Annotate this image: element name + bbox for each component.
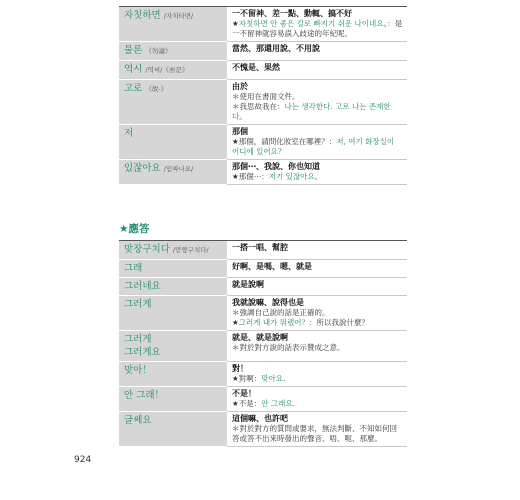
term-text: 그러게 그러게요: [124, 334, 161, 358]
note-mark: ★: [232, 318, 239, 327]
vocab-row: [119, 296, 407, 331]
meaning-cell: [227, 160, 407, 185]
note-korean: 자칫하면 안 좋은 길로 빠지기 쉬운 나이네요: [238, 19, 384, 28]
meaning-gloss: 就是說啊: [232, 280, 264, 289]
meaning-gloss: 好啊、是嗎、嗯、就是: [232, 262, 312, 271]
note-mark: ★: [232, 137, 239, 146]
note-text: 我思故我在：: [239, 102, 285, 111]
term-text: 그러게: [124, 299, 152, 310]
usage-note: [232, 308, 403, 318]
vocab-table-1: [119, 6, 407, 185]
meaning-gloss: 一搭一唱、幫腔: [232, 243, 288, 252]
note-text: 對啊：: [238, 374, 262, 383]
usage-note: [232, 343, 403, 353]
vocab-row: [119, 125, 407, 160]
note-mark: ＊: [232, 308, 240, 317]
vocab-row: [119, 7, 407, 42]
meaning-gloss: 這個嘛、也許吧: [232, 414, 288, 423]
vocab-row: [119, 331, 407, 362]
note-korean: 나는 생각한다. 고로 나는 존재한다: [232, 102, 391, 121]
term-reading: /맏짱구치다/: [172, 246, 209, 254]
section-heading: ★應答: [119, 223, 150, 235]
term-cell: [119, 260, 227, 278]
term-text: 맞아！: [124, 365, 152, 376]
term-cell: [119, 296, 227, 331]
term-text: 안 그래！: [124, 390, 165, 401]
note-korean: 그러게 내가 뭐랬어？: [238, 318, 309, 327]
usage-note: [232, 92, 403, 102]
usage-note: [232, 102, 403, 122]
term-cell: [119, 80, 227, 125]
term-reading: /읻짜나요/: [163, 165, 194, 173]
meaning-cell: [227, 125, 407, 160]
vocab-row: [119, 61, 407, 80]
meaning-gloss: 就是、就是說啊: [232, 333, 288, 342]
term-cell: [119, 125, 227, 160]
term-text: 글쎄요: [124, 415, 152, 426]
usage-note: [232, 399, 403, 409]
meaning-gloss: 我就說嘛、說得也是: [232, 298, 304, 307]
meaning-gloss: 當然、那還用說、不用說: [232, 44, 320, 53]
vocab-row: [119, 42, 407, 61]
meaning-gloss: 由於: [232, 82, 248, 91]
meaning-cell: [227, 260, 407, 278]
page-number: 924: [74, 455, 92, 465]
usage-note: [232, 424, 403, 444]
note-korean: 저기 있잖아요。: [268, 172, 323, 181]
term-text: 그러네요: [124, 281, 161, 292]
note-mark: ＊: [232, 343, 240, 352]
meaning-cell: [227, 42, 407, 61]
meaning-cell: [227, 412, 407, 447]
note-translation: ：所以我說什麼？: [308, 318, 369, 327]
term-cell: [119, 160, 227, 185]
vocab-table-2: [119, 240, 407, 447]
meaning-gloss: 對！: [232, 364, 248, 373]
meaning-gloss: 不愧是、果然: [232, 63, 280, 72]
term-cell: [119, 331, 227, 362]
term-cell: [119, 278, 227, 296]
meaning-cell: [227, 80, 407, 125]
usage-note: [232, 318, 403, 328]
note-text: 對於對方的質問或要求，無法判斷、不知如何回答或答不出來時發出的聲音、唔、呃、那麼。: [232, 424, 397, 443]
note-translation: 。: [239, 112, 247, 121]
meaning-cell: [227, 278, 407, 296]
term-text: 저: [124, 128, 134, 139]
term-reading: /자치타면/: [163, 12, 194, 20]
note-mark: ★: [232, 374, 239, 383]
note-translation: 。：是一不留神就容易誤入歧途的年紀呢。: [232, 19, 403, 38]
vocab-row: [119, 412, 407, 447]
term-cell: [119, 412, 227, 447]
term-reading: 《勿論》: [145, 47, 172, 55]
vocab-row: [119, 278, 407, 296]
term-cell: [119, 387, 227, 412]
meaning-cell: [227, 7, 407, 42]
usage-note: [232, 374, 403, 384]
note-mark: ＊: [232, 92, 240, 101]
note-mark: ★: [232, 399, 239, 408]
note-korean: 맞아요.: [261, 374, 286, 383]
term-cell: [119, 42, 227, 61]
vocab-row: [119, 362, 407, 387]
note-mark: ★: [232, 19, 239, 28]
note-mark: ＊: [232, 102, 240, 111]
term-text: 물론: [124, 45, 143, 56]
note-text: 那個⋯：: [238, 172, 269, 181]
term-cell: [119, 61, 227, 80]
note-korean: 저, 여기 화장실이 어디에 있어요？: [232, 137, 395, 156]
usage-note: [232, 19, 403, 39]
vocab-row: [119, 160, 407, 185]
term-text: 맞장구치다: [124, 244, 170, 255]
usage-note: [232, 137, 403, 157]
meaning-cell: [227, 362, 407, 387]
note-korean: 안 그래요.: [261, 399, 295, 408]
meaning-cell: [227, 241, 407, 260]
vocab-row: [119, 80, 407, 125]
meaning-cell: [227, 61, 407, 80]
term-text: 역시: [124, 64, 143, 75]
vocab-row: [119, 241, 407, 260]
meaning-gloss: 那個: [232, 127, 248, 136]
vocab-row: [119, 260, 407, 278]
term-cell: [119, 241, 227, 260]
note-text: 使用在書面文件。: [239, 92, 300, 101]
usage-note: [232, 172, 403, 182]
meaning-cell: [227, 387, 407, 412]
meaning-cell: [227, 331, 407, 362]
meaning-gloss: 一不留神、差一點、動輒、搞不好: [232, 9, 352, 18]
term-reading: /역씨/《亦是》: [145, 66, 189, 74]
term-text: 있잖아요: [124, 163, 161, 174]
meaning-gloss: 那個⋯、我說、你也知道: [232, 162, 320, 171]
note-text: 那個，請問化妝室在哪裡？：: [238, 137, 337, 146]
meaning-gloss: 不是！: [232, 389, 256, 398]
term-text: 자칫하면: [124, 10, 161, 21]
vocab-row: [119, 387, 407, 412]
term-cell: [119, 362, 227, 387]
note-text: 不是：: [238, 399, 262, 408]
term-cell: [119, 7, 227, 42]
note-text: 強調自己說的話是正確的。: [239, 308, 330, 317]
term-text: 그래: [124, 263, 143, 274]
note-mark: ★: [232, 172, 239, 181]
note-mark: ＊: [232, 424, 240, 433]
term-text: 고로: [124, 83, 143, 94]
meaning-cell: [227, 296, 407, 331]
term-reading: 《故-》: [145, 85, 168, 93]
note-text: 對於對方說的話表示贊成之意。: [239, 343, 345, 352]
